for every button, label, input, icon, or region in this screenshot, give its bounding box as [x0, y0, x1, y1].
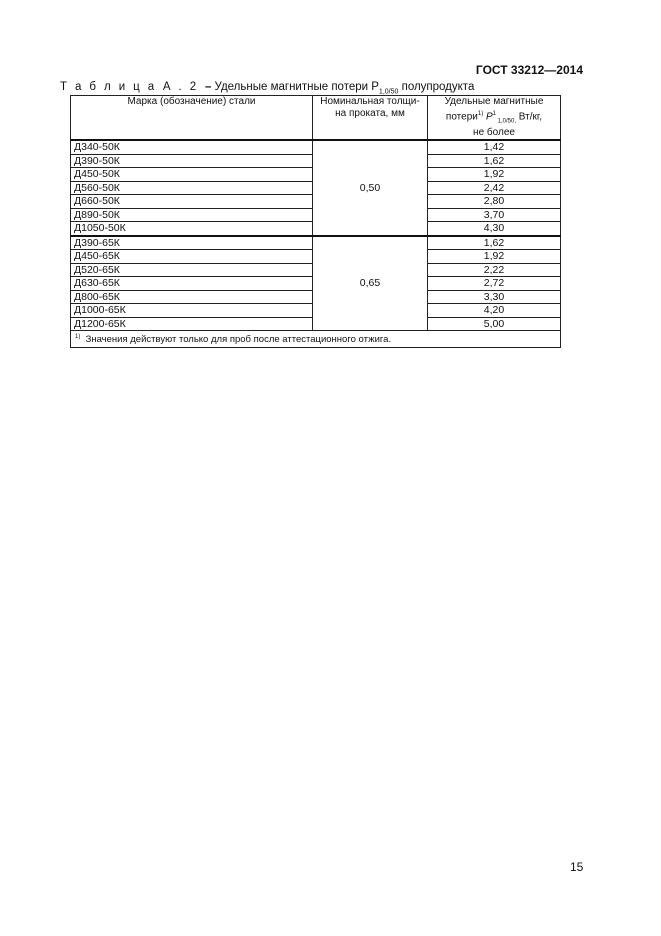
loss-value-cell: 1,42 — [428, 140, 561, 154]
table-header-row — [71, 96, 561, 141]
footnote: $^{1)}$ Значения действуют только для проб после аттестационного отжига. — [71, 331, 561, 348]
caption-number: А . 2 — [162, 81, 199, 93]
grade-cell: Д1050-50К — [71, 222, 313, 236]
grade-cell: Д390-65К — [71, 236, 313, 250]
table-caption — [60, 81, 474, 95]
loss-value-cell: 4,30 — [428, 222, 561, 236]
grade-cell: Д1200-65К — [71, 317, 313, 331]
grade-cell: Д450-65К — [71, 250, 313, 264]
loss-value-cell: 2,42 — [428, 181, 561, 195]
grade-cell: Д800-65К — [71, 290, 313, 304]
grade-cell: Д630-65К — [71, 277, 313, 291]
caption-tail: полупродукта — [398, 81, 475, 93]
grade-cell: Д660-50К — [71, 195, 313, 209]
thickness-cell: 0,50 — [313, 140, 428, 236]
header-thickness: Номинальная толщи-на проката, мм — [313, 96, 428, 141]
table-row — [71, 236, 561, 250]
loss-value-cell: 1,92 — [428, 168, 561, 182]
grade-cell: Д520-65К — [71, 263, 313, 277]
loss-value-cell: 1,92 — [428, 250, 561, 264]
loss-value-cell: 5,00 — [428, 317, 561, 331]
caption-text: Удельные магнитные потери P — [214, 81, 379, 93]
loss-value-cell: 3,70 — [428, 208, 561, 222]
caption-sub: 1,0/50 — [378, 88, 399, 96]
grade-cell: Д450-50К — [71, 168, 313, 182]
loss-value-cell: 3,30 — [428, 290, 561, 304]
standard-number: ГОСТ 33212—2014 — [475, 63, 583, 77]
loss-value-cell: 4,20 — [428, 304, 561, 318]
header-loss: Удельные магнитные потери$^{1)}$ $P^1$ $_{1,0/50,}$ Вт/кг, не более — [428, 96, 561, 141]
magnetic-loss-table — [70, 95, 561, 348]
loss-value-cell: 2,72 — [428, 277, 561, 291]
caption-dash: – — [204, 81, 212, 93]
loss-value-cell: 2,80 — [428, 195, 561, 209]
table-row — [71, 140, 561, 154]
grade-cell: Д340-50К — [71, 140, 313, 154]
header-grade: Марка (обозначение) стали — [71, 96, 313, 141]
loss-value-cell: 1,62 — [428, 236, 561, 250]
thickness-cell: 0,65 — [313, 236, 428, 331]
grade-cell: Д560-50К — [71, 181, 313, 195]
grade-cell: Д390-50К — [71, 154, 313, 168]
loss-value-cell: 2,22 — [428, 263, 561, 277]
footnote-row — [71, 331, 561, 348]
caption-label: Т а б л и ц а — [60, 81, 157, 93]
page-number: 15 — [570, 860, 584, 874]
grade-cell: Д1000-65К — [71, 304, 313, 318]
grade-cell: Д890-50К — [71, 208, 313, 222]
loss-value-cell: 1,62 — [428, 154, 561, 168]
